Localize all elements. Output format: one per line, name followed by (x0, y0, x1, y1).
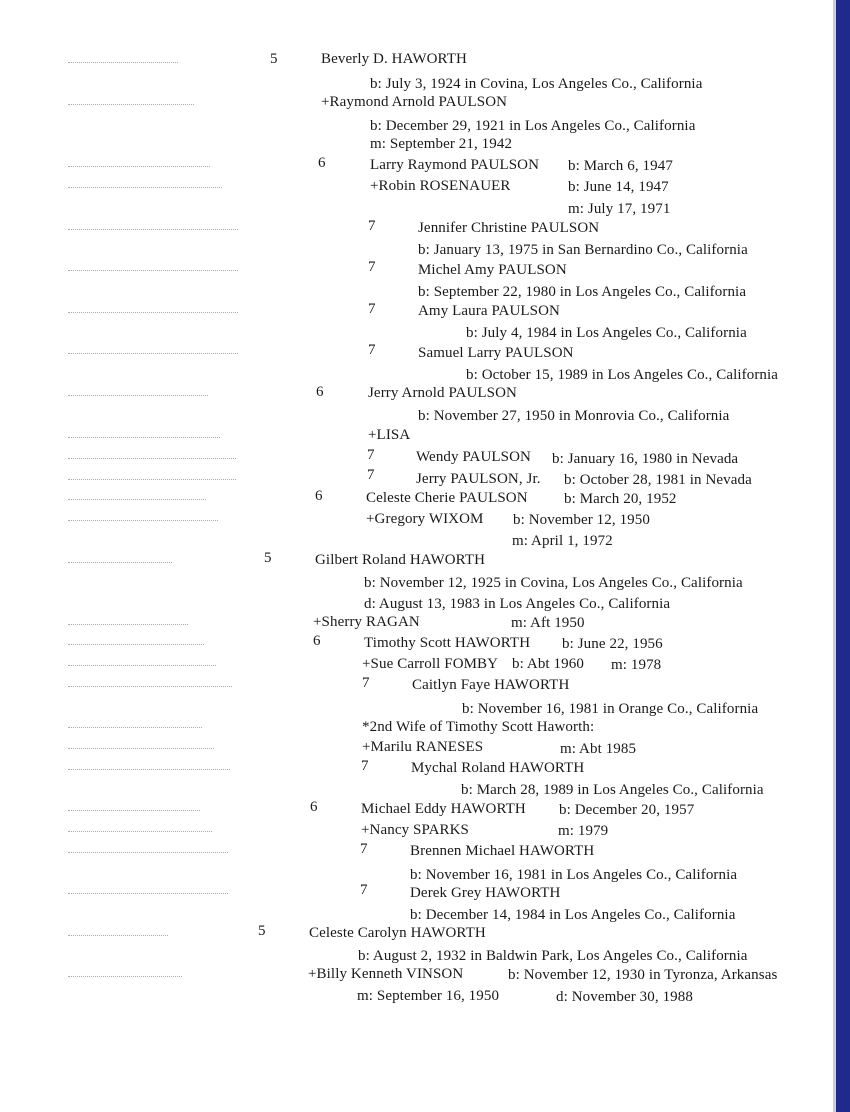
margin-leader (68, 644, 204, 647)
birth-line: b: October 15, 1989 in Los Angeles Co., California (466, 367, 779, 383)
margin-leader (68, 624, 188, 627)
generation-number: 7 (368, 301, 376, 317)
margin-leader (68, 353, 238, 356)
margin-leader (68, 395, 208, 398)
margin-leader (68, 187, 222, 190)
margin-leader (68, 104, 194, 107)
spouse-name: +Sherry RAGAN (313, 614, 420, 630)
person-name: Mychal Roland HAWORTH (411, 760, 585, 776)
birth-line: b: November 27, 1950 in Monrovia Co., California (418, 408, 730, 424)
margin-leader (68, 810, 200, 813)
marriage-line: m: April 1, 1972 (512, 533, 613, 549)
spouse-name: +Raymond Arnold PAULSON (321, 94, 508, 110)
person-name: Jennifer Christine PAULSON (418, 220, 600, 236)
page-edge-band (836, 0, 850, 1112)
generation-number: 6 (316, 384, 324, 400)
birth-line: b: March 28, 1989 in Los Angeles Co., California (461, 782, 764, 798)
margin-leader (68, 665, 216, 668)
person-name: Jerry PAULSON, Jr. (416, 471, 541, 487)
birth-line: b: November 12, 1925 in Covina, Los Angeles Co., California (364, 575, 743, 591)
birth-line: b: November 12, 1930 in Tyronza, Arkansas (508, 967, 778, 983)
spouse-name: +Marilu RANESES (362, 739, 484, 755)
marriage-line: m: 1978 (611, 657, 662, 673)
birth-line: b: July 4, 1984 in Los Angeles Co., California (466, 325, 747, 341)
person-name: Beverly D. HAWORTH (321, 51, 467, 67)
person-name: Samuel Larry PAULSON (418, 345, 574, 361)
birth-line: b: June 14, 1947 (568, 179, 669, 195)
marriage-line: m: Aft 1950 (511, 615, 585, 631)
margin-leader (68, 686, 232, 689)
birth-line: b: September 22, 1980 in Los Angeles Co., California (418, 284, 747, 300)
person-name: Derek Grey HAWORTH (410, 885, 561, 901)
marriage-line: m: 1979 (558, 823, 609, 839)
birth-line: b: November 12, 1950 (513, 512, 650, 528)
margin-leader (68, 312, 238, 315)
birth-line: b: December 29, 1921 in Los Angeles Co., California (370, 118, 696, 134)
generation-number: 7 (360, 841, 368, 857)
birth-line: b: January 16, 1980 in Nevada (552, 451, 739, 467)
spouse-name: +Billy Kenneth VINSON (308, 966, 464, 982)
generation-number: 7 (368, 218, 376, 234)
spouse-name: +Nancy SPARKS (361, 822, 469, 838)
marriage-line: m: September 16, 1950 (357, 988, 500, 1004)
generation-number: 7 (368, 259, 376, 275)
person-name: Larry Raymond PAULSON (370, 157, 540, 173)
birth-line: b: March 20, 1952 (564, 491, 677, 507)
margin-leader (68, 893, 228, 896)
person-name: Jerry Arnold PAULSON (368, 385, 517, 401)
generation-number: 7 (367, 467, 375, 483)
generation-number: 6 (313, 633, 321, 649)
birth-line: b: Abt 1960 (512, 656, 584, 672)
person-name: Caitlyn Faye HAWORTH (412, 677, 570, 693)
generation-number: 7 (362, 675, 370, 691)
margin-leader (68, 976, 182, 979)
generation-number: 7 (361, 758, 369, 774)
death-line: d: August 13, 1983 in Los Angeles Co., California (364, 596, 671, 612)
birth-line: b: March 6, 1947 (568, 158, 673, 174)
person-name: Michel Amy PAULSON (418, 262, 567, 278)
margin-leader (68, 499, 206, 502)
person-name: Amy Laura PAULSON (418, 303, 560, 319)
margin-leader (68, 748, 214, 751)
spouse-name: +LISA (368, 427, 411, 443)
margin-leader (68, 229, 238, 232)
marriage-line: m: Abt 1985 (560, 741, 637, 757)
person-name: Celeste Carolyn HAWORTH (309, 925, 486, 941)
margin-leader (68, 437, 220, 440)
margin-leader (68, 727, 202, 730)
generation-number: 6 (318, 155, 326, 171)
margin-leader (68, 562, 172, 565)
birth-line: b: December 20, 1957 (559, 802, 695, 818)
margin-leader (68, 458, 236, 461)
second-wife-note: *2nd Wife of Timothy Scott Haworth: (362, 719, 595, 735)
marriage-line: m: September 21, 1942 (370, 136, 513, 152)
margin-leader (68, 479, 236, 482)
birth-line: b: November 16, 1981 in Los Angeles Co., California (410, 867, 738, 883)
birth-line: b: July 3, 1924 in Covina, Los Angeles Co., California (370, 76, 703, 92)
margin-leader (68, 769, 230, 772)
generation-number: 5 (264, 550, 272, 566)
generation-number: 5 (258, 923, 266, 939)
generation-number: 7 (360, 882, 368, 898)
margin-leader (68, 520, 218, 523)
birth-line: b: August 2, 1932 in Baldwin Park, Los Angeles Co., California (358, 948, 748, 964)
margin-leader (68, 935, 168, 938)
person-name: Timothy Scott HAWORTH (364, 635, 531, 651)
generation-number: 7 (368, 342, 376, 358)
page-edge-shadow (833, 0, 836, 1112)
birth-line: b: June 22, 1956 (562, 636, 663, 652)
person-name: Gilbert Roland HAWORTH (315, 552, 486, 568)
death-line: d: November 30, 1988 (556, 989, 693, 1005)
generation-number: 6 (315, 488, 323, 504)
birth-line: b: October 28, 1981 in Nevada (564, 472, 752, 488)
person-name: Wendy PAULSON (416, 449, 531, 465)
person-name: Brennen Michael HAWORTH (410, 843, 595, 859)
spouse-name: +Sue Carroll FOMBY (362, 656, 499, 672)
person-name: Michael Eddy HAWORTH (361, 801, 526, 817)
margin-leader (68, 62, 178, 65)
birth-line: b: November 16, 1981 in Orange Co., California (462, 701, 759, 717)
spouse-name: +Robin ROSENAUER (370, 178, 511, 194)
generation-number: 7 (367, 447, 375, 463)
person-name: Celeste Cherie PAULSON (366, 490, 528, 506)
marriage-line: m: July 17, 1971 (568, 201, 671, 217)
birth-line: b: January 13, 1975 in San Bernardino Co., California (418, 242, 748, 258)
margin-leader (68, 831, 212, 834)
generation-number: 5 (270, 51, 278, 67)
margin-leader (68, 852, 228, 855)
spouse-name: +Gregory WIXOM (366, 511, 484, 527)
margin-leader (68, 166, 210, 169)
birth-line: b: December 14, 1984 in Los Angeles Co., California (410, 907, 736, 923)
generation-number: 6 (310, 799, 318, 815)
margin-leader (68, 270, 238, 273)
